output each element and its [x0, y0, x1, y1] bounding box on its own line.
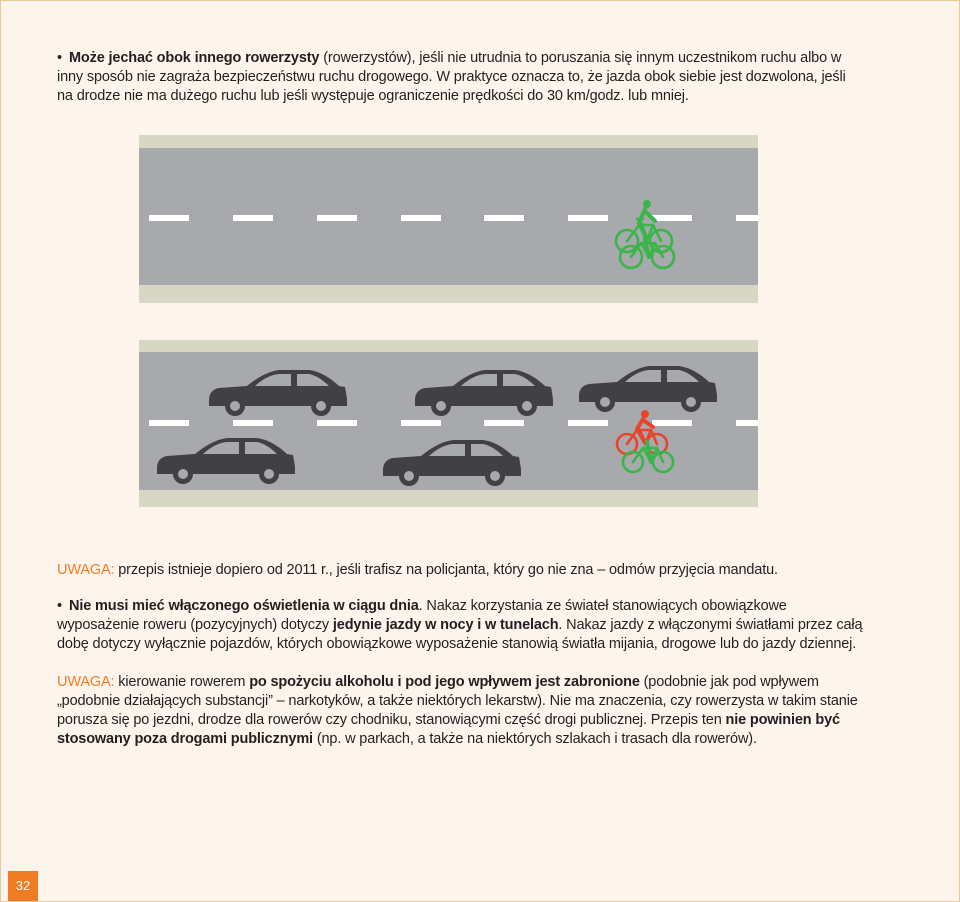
paragraph-side-by-side: [57, 49, 863, 106]
paragraph-text: . Nakaz korzystania ze świateł stanowiących obowiązkowe wyposażenie roweru (pozycyjnych) dotyczy: [57, 598, 787, 633]
paragraph-lead: Nie musi mieć włączonego oświetlenia w ciągu dnia: [69, 598, 419, 614]
note-alcohol: [57, 673, 863, 749]
emphasis: po spożyciu alkoholu i pod jego wpływem jest zabronione: [249, 674, 640, 690]
warning-label: UWAGA:: [57, 562, 115, 578]
emphasis: jedynie jazdy w nocy i w tunelach: [332, 617, 559, 633]
note-text: (podobnie jak pod wpływem „podobnie działających substancji” – narkotyków, a także niektórych lekarstw). Nie ma znaczenia, czy rowerzysta w takim stanie porusza się po jezdni, drodze dla rowerów czy chodniku, stanowiącymi część drogi publicznej. Przepis ten: [57, 674, 858, 728]
note-text: (np. w parkach, a także na niektórych szlakach i trasach dla rowerów).: [312, 731, 757, 747]
warning-label: UWAGA:: [57, 674, 115, 690]
note-text: przepis istnieje dopiero od 2011 r., jeśli trafisz na policjanta, który go nie zna – odmów przyjęcia mandatu.: [114, 562, 778, 578]
road-illustration-cars-and-cyclists: [139, 340, 758, 507]
paragraph-lead: Może jechać obok innego rowerzysty: [69, 50, 320, 66]
paragraph-lights: [57, 597, 863, 654]
paragraph-text: . Nakaz jazdy z włączonymi światłami przez całą dobę dotyczy wyłącznie pojazdów, których obowiązkowe wyposażenie stanowią światła mijania, drogowe lub do jazdy dziennej.: [57, 617, 863, 652]
road-illustration-two-cyclists: [139, 135, 758, 303]
emphasis: nie powinien być stosowany poza drogami publicznymi: [57, 712, 840, 747]
note-text: kierowanie rowerem: [114, 674, 250, 690]
note-fine: [57, 561, 863, 580]
bullet: •: [57, 598, 62, 614]
bullet: •: [57, 50, 62, 66]
paragraph-text: (rowerzystów), jeśli nie utrudnia to poruszania się innym uczestnikom ruchu albo w inny sposób nie zagraża bezpieczeństwu ruchu drogowego. W praktyce oznacza to, że jazda obok siebie jest dozwolona, jeśli na drodze nie ma dużego ruchu lub jeśli występuje ograniczenie prędkości do 30 km/godz. lub mniej.: [57, 50, 846, 104]
page-number: 32: [8, 871, 38, 901]
